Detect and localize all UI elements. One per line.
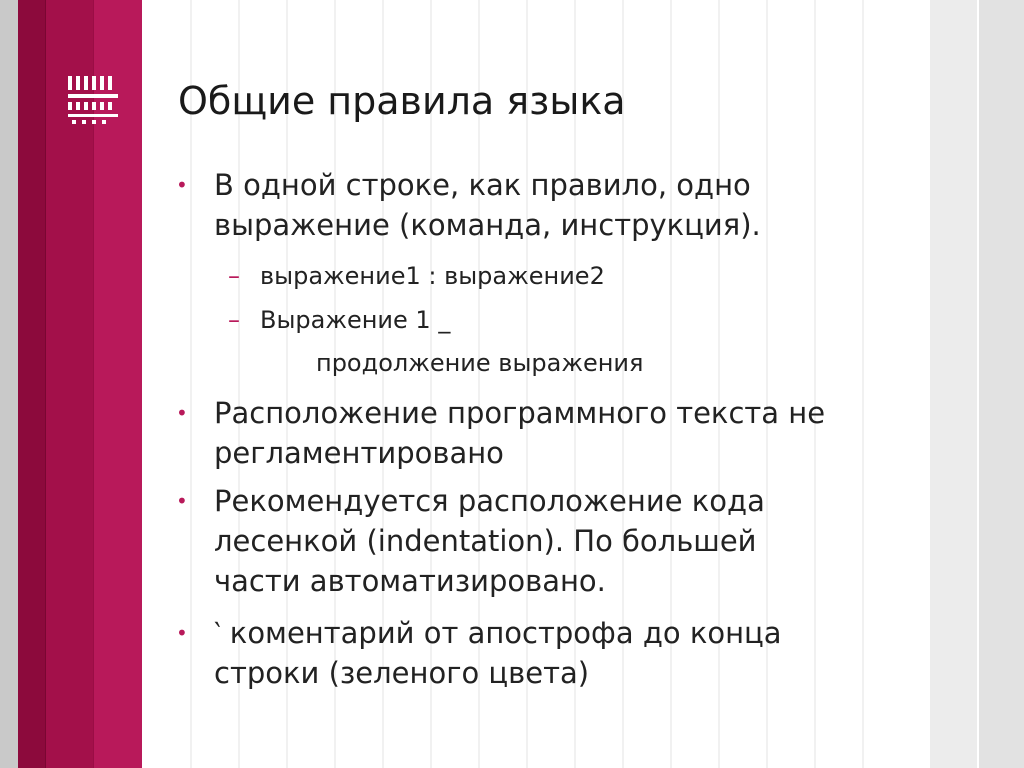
stripe-divider xyxy=(45,0,46,768)
background-line xyxy=(670,0,672,768)
bullet-icon: • xyxy=(176,489,188,513)
background-line xyxy=(814,0,816,768)
bullet-icon: • xyxy=(176,173,188,197)
background-line xyxy=(718,0,720,768)
bullet-text: лесенкой (indentation). По большей xyxy=(214,524,757,558)
left-dark-red-stripe xyxy=(18,0,46,768)
background-line xyxy=(766,0,768,768)
slide-title: Общие правила языка xyxy=(178,79,626,123)
sub-item-continuation: продолжение выражения xyxy=(316,349,644,377)
bullet-icon: • xyxy=(176,621,188,645)
bullet-text: Расположение программного текста не xyxy=(214,396,826,430)
bullet-text: регламентировано xyxy=(214,436,504,470)
left-grey-stripe xyxy=(0,0,18,768)
right-grey-stripe xyxy=(930,0,978,768)
bullet-text: ‵ коментарий от апострофа до конца xyxy=(214,616,782,650)
bullet-text: Рекомендуется расположение кода xyxy=(214,484,765,518)
sub-item: Выражение 1 _ xyxy=(260,306,451,334)
stripe-divider xyxy=(977,0,979,768)
barcode-grid-logo-icon xyxy=(68,76,118,124)
bullet-text: части автоматизировано. xyxy=(214,564,606,598)
dash-icon: – xyxy=(228,306,240,334)
bullet-text: выражение (команда, инструкция). xyxy=(214,208,761,242)
right-grey-stripe-outer xyxy=(978,0,1024,768)
background-line xyxy=(862,0,864,768)
sub-item: выражение1 : выражение2 xyxy=(260,262,605,290)
dash-icon: – xyxy=(228,262,240,290)
bullet-text: В одной строке, как правило, одно xyxy=(214,168,751,202)
bullet-text: строки (зеленого цвета) xyxy=(214,656,590,690)
bullet-icon: • xyxy=(176,401,188,425)
